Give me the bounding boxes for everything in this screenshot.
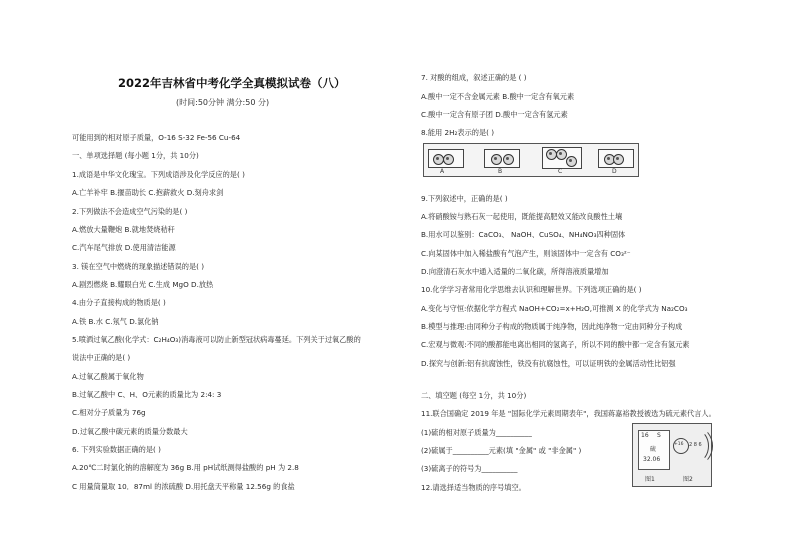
atomic-mass: 32.06 (643, 456, 661, 463)
exam-subtitle: (时间:50分钟 满分:50 分) (176, 98, 270, 107)
question-text: 说法中正确的是( ) (72, 353, 131, 362)
nucleus-charge: +16 (674, 442, 684, 447)
section-heading: 一、单项选择题 (每小题 1分，共 10分) (72, 151, 199, 160)
question-text: 9.下列叙述中，正确的是( ) (421, 194, 508, 203)
exam-title: 2022年吉林省中考化学全真模拟试卷（八） (118, 76, 346, 90)
question-text: 11.联合国确定 2019 年是 "国际化学元素周期表年"，我国蒋嘉裕教授被选为硫元素代言人。 (421, 409, 716, 418)
question-option: A.变化与守恒:依据化学方程式 NaOH+CO₂=x+H₂O,可推测 X 的化学式为 Na₂CO₃ (421, 304, 688, 313)
question-text: 6. 下列实验数据正确的是( ) (72, 445, 161, 454)
question-option: D.过氧乙酸中碳元素的质量分数最大 (72, 427, 188, 436)
question-text: 3. 镁在空气中燃烧的现象描述错误的是( ) (72, 262, 205, 271)
molecule-figure (423, 143, 639, 177)
fill-blank-line: (1)硫的相对原子质量为__________ (421, 428, 532, 437)
figure-label: A (440, 168, 445, 175)
fill-blank-line: (2)硫属于__________元素(填 "金属" 或 "非金属" ) (421, 446, 582, 455)
fill-blank-line: (3)硫离子的符号为__________ (421, 464, 518, 473)
atomic-number: 16 (641, 432, 649, 439)
question-option: D.探究与创新:铝有抗腐蚀性，铁没有抗腐蚀性，可以证明铁的金属活动性比铝强 (421, 359, 676, 368)
question-option: B.过氧乙酸中 C、H、O元素的质量比为 2:4: 3 (72, 390, 222, 399)
figure-label: B (498, 168, 503, 175)
question-text: 10.化学学习者常用化学思维去认识和理解世界。下列选项正确的是( ) (421, 285, 642, 294)
question-option: D.向澄清石灰水中通入适量的二氧化碳，所得溶液质量增加 (421, 267, 609, 276)
figure-option-b (484, 149, 520, 168)
question-text: 12.请选择适当物质的序号填空。 (421, 483, 526, 492)
figure-caption: 图2 (683, 476, 693, 483)
element-name: 硫 (650, 446, 657, 453)
figure-caption: 图1 (645, 476, 655, 483)
atomic-mass-note: 可能用到的相对原子质量，O-16 S-32 Fe-56 Cu-64 (72, 133, 241, 142)
question-option: B.模型与推理:由同种分子构成的物质属于纯净物，因此纯净物一定由同种分子构成 (421, 322, 683, 331)
question-text: 1.成语是中华文化瑰宝。下列成语涉及化学反应的是( ) (72, 170, 245, 179)
question-options: A.剧烈燃烧 B.耀眼白光 C.生成 MgO D.放热 (72, 280, 214, 289)
electron-shells: 2 8 6 (689, 442, 702, 448)
figure-label: C (558, 168, 563, 175)
question-text: 8.能用 2H₂表示的是( ) (421, 128, 495, 137)
question-options: C.汽车尾气排放 D.使用清洁能源 (72, 243, 176, 252)
question-text: 4.由分子直接构成的物质是( ) (72, 298, 166, 307)
question-option: C.宏观与微观:不同的酸都能电离出相同的氢离子，所以不同的酸中都一定含有氢元素 (421, 340, 690, 349)
question-option: A.将硝酸铵与熟石灰一起使用，既能提高肥效又能改良酸性土壤 (421, 212, 623, 221)
question-text: 2.下列做法不会造成空气污染的是( ) (72, 207, 188, 216)
question-options: A.亡羊补牢 B.揠苗助长 C.抱薪救火 D.刻舟求剑 (72, 188, 224, 197)
question-options: C 用量筒量取 10．87ml 的浓硫酸 D.用托盘天平称量 12.56g 的食盐 (72, 482, 295, 491)
question-text: 5.喷洒过氧乙酸(化学式：C₂H₄O₃)消毒液可以防止新型冠状病毒蔓延。下列关于过氧乙酸的 (72, 335, 361, 344)
figure-option-d (598, 149, 634, 168)
figure-label: D (612, 168, 617, 175)
question-option: C.相对分子质量为 76g (72, 408, 146, 417)
element-symbol: S (657, 432, 661, 439)
question-option: A.过氧乙酸属于氧化物 (72, 372, 144, 381)
figure-option-a (428, 149, 464, 168)
question-options: C.酸中一定含有原子团 D.酸中一定含有氢元素 (421, 110, 568, 119)
figure-option-c (542, 147, 582, 169)
question-options: A.燃放大量鞭炮 B.就地焚烧秸秆 (72, 225, 175, 234)
question-options: A.20℃二时氯化钠的溶解度为 36g B.用 pH试纸测得盐酸的 pH 为 2.8 (72, 463, 299, 472)
question-option: B.用水可以鉴别：CaCO₃、 NaOH、CuSO₄、NH₄NO₃四种固体 (421, 230, 626, 239)
element-tile (638, 430, 670, 470)
question-option: C.向某固体中加入稀盐酸有气泡产生，则该固体中一定含有 CO₃²⁻ (421, 249, 631, 258)
section-heading: 二、填空题 (每空 1分，共 10分) (421, 391, 527, 400)
question-options: A.酸中一定不含金属元素 B.酸中一定含有氧元素 (421, 92, 575, 101)
question-options: A.铁 B.水 C.氖气 D.氯化钠 (72, 317, 159, 326)
question-text: 7. 对酸的组成，叙述正确的是 ( ) (421, 73, 527, 82)
sulfur-figure (632, 423, 712, 487)
